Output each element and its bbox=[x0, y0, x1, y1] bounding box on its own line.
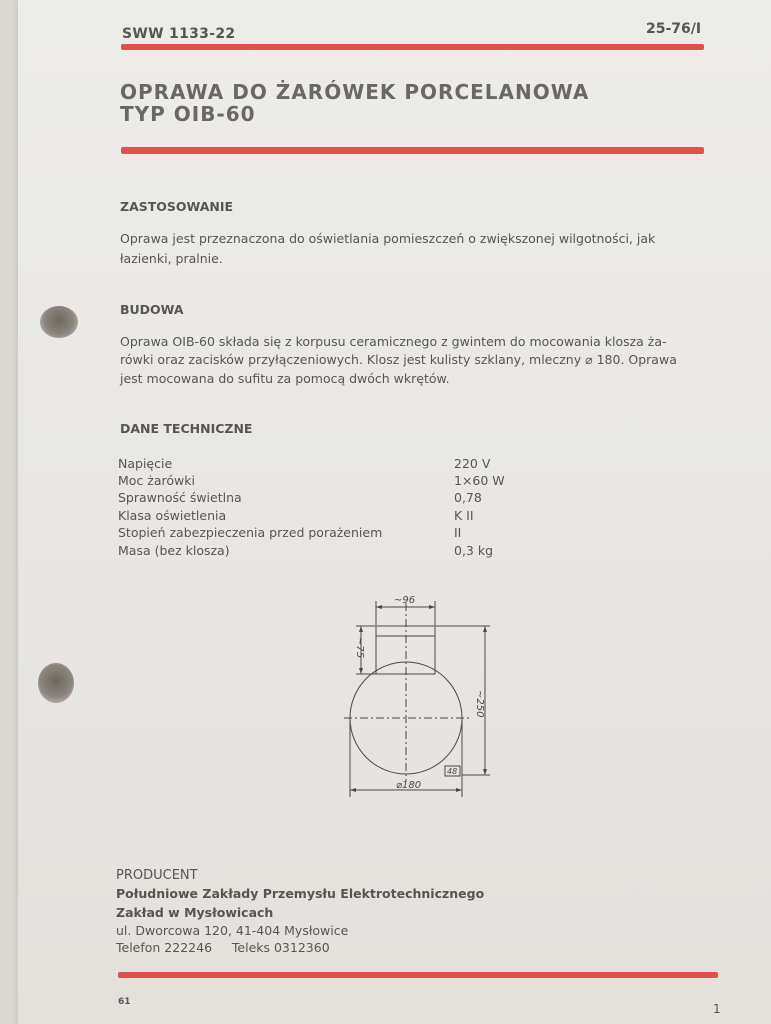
drawing-stamp-label: 48 bbox=[447, 767, 458, 776]
technical-drawing bbox=[330, 585, 510, 800]
punch-hole-bottom bbox=[38, 663, 74, 703]
spec-label-sprawnosc: Sprawność świetlna bbox=[118, 490, 242, 505]
budowa-text-line1: Oprawa OIB-60 składa się z korpusu ceramicznego z gwintem do mocowania klosza ża- bbox=[120, 334, 667, 349]
producent-address: ul. Dworcowa 120, 41-404 Mysłowice bbox=[116, 923, 349, 938]
dim-height-label: ~250 bbox=[474, 690, 485, 718]
title-rule bbox=[121, 147, 704, 154]
spec-label-stopien: Stopień zabezpieczenia przed porażeniem bbox=[118, 525, 383, 540]
spec-label-napiecie: Napięcie bbox=[118, 456, 173, 471]
spec-value-masa: 0,3 kg bbox=[454, 543, 494, 558]
page-reference: 25-76/I bbox=[646, 21, 702, 37]
section-heading-dane-techniczne: DANE TECHNICZNE bbox=[120, 421, 253, 436]
budowa-text-line3: jest mocowana do sufitu za pomocą dwóch wkrętów. bbox=[120, 371, 450, 386]
dim-cap-label: ~75 bbox=[354, 637, 365, 659]
spec-label-klasa: Klasa oświetlenia bbox=[118, 508, 227, 523]
spec-value-klasa: K II bbox=[454, 508, 474, 523]
spec-value-sprawnosc: 0,78 bbox=[454, 490, 482, 505]
footer-page-number: 1 bbox=[713, 1002, 721, 1016]
dim-top-label: ~96 bbox=[394, 595, 416, 606]
punch-hole-top bbox=[40, 306, 78, 338]
document-title-line1: OPRAWA DO ŻARÓWEK PORCELANOWA bbox=[120, 80, 590, 104]
budowa-text-line2: rówki oraz zacisków przyłączeniowych. Klosz jest kulisty szklany, mleczny ⌀ 180. Oprawa bbox=[120, 352, 677, 367]
spec-label-masa: Masa (bez klosza) bbox=[118, 543, 230, 558]
spec-value-napiecie: 220 V bbox=[454, 456, 491, 471]
section-heading-budowa: BUDOWA bbox=[120, 302, 184, 317]
header-rule bbox=[121, 44, 704, 50]
section-heading-zastosowanie: ZASTOSOWANIE bbox=[120, 199, 234, 214]
zastosowanie-text-line2: łazienki, pralnie. bbox=[120, 251, 223, 266]
dim-diameter-label: ⌀180 bbox=[396, 780, 422, 791]
zastosowanie-text-line1: Oprawa jest przeznaczona do oświetlania pomieszczeń o zwiększonej wilgotności, jak bbox=[120, 231, 656, 246]
footer-rule bbox=[118, 972, 718, 978]
producent-contact: Telefon 222246 Teleks 0312360 bbox=[116, 940, 330, 955]
spec-value-moc: 1×60 W bbox=[454, 473, 505, 488]
producent-company: Południowe Zakłady Przemysłu Elektrotechnicznego bbox=[116, 886, 485, 901]
spec-label-moc: Moc żarówki bbox=[118, 473, 195, 488]
producent-heading: PRODUCENT bbox=[116, 868, 198, 883]
document-code: SWW 1133-22 bbox=[122, 26, 236, 42]
spec-value-stopien: II bbox=[454, 525, 462, 540]
footer-left-number: 61 bbox=[118, 997, 131, 1007]
document-title-line2: TYP OIB-60 bbox=[120, 102, 256, 126]
producent-branch: Zakład w Mysłowicach bbox=[116, 905, 274, 920]
